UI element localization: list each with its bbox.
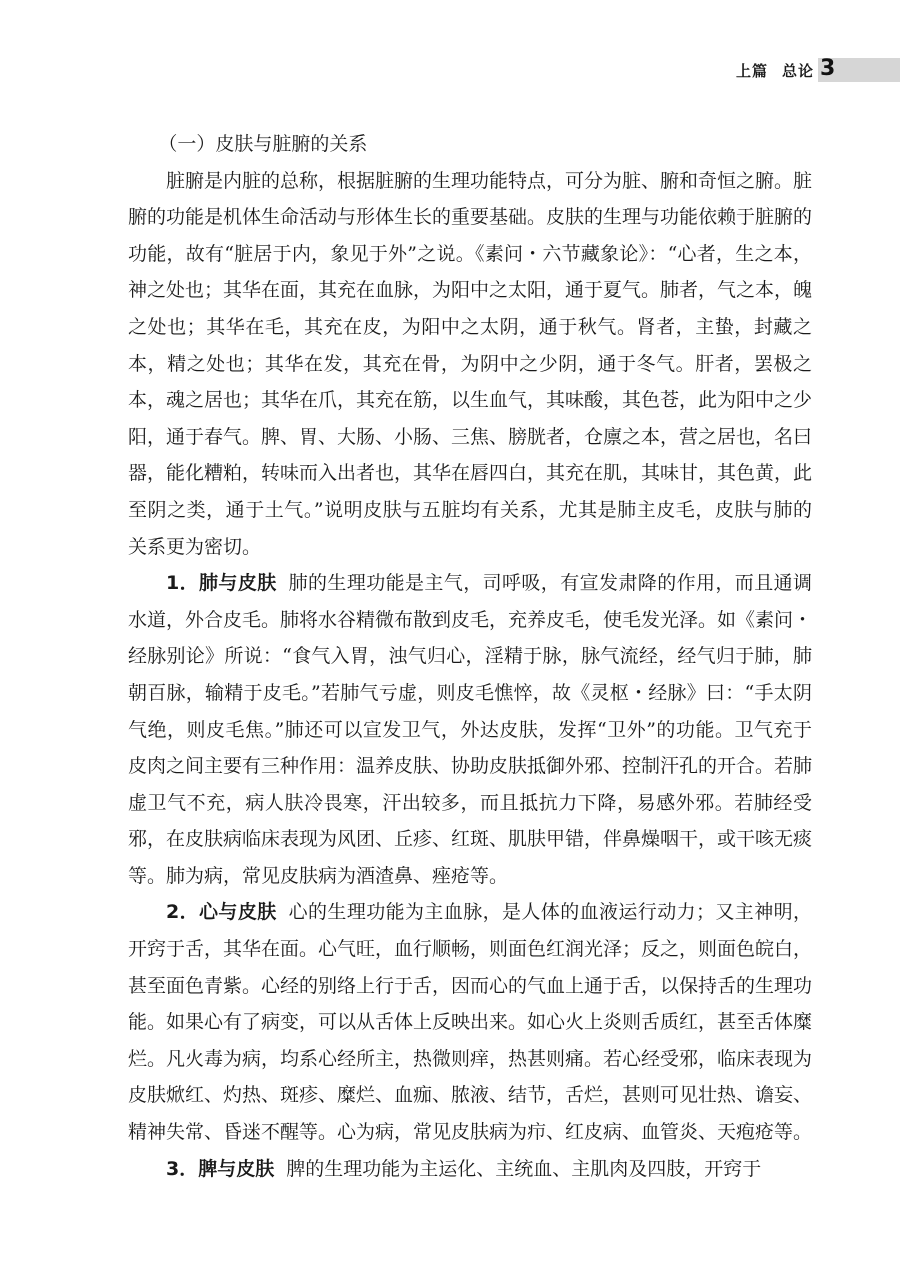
- header-chapter: 总论: [781, 62, 814, 80]
- subsection-text: 脾的生理功能为主运化、主统血、主肌肉及四肢，开窍于: [286, 1157, 762, 1180]
- intro-paragraph: 脏腑是内脏的总称，根据脏腑的生理功能特点，可分为脏、腑和奇恒之腑。脏腑的功能是机体生命活动与形体生长的重要基础。皮肤的生理与功能依赖于脏腑的功能，故有“脏居于内，象见于外”之说。《素问・六节藏象论》：“心者，生之本，神之处也；其华在面，其充在血脉，为阳中之太阳，通于夏气。肺者，气之本，魄之处也；其华在毛，其充在皮，为阳中之太阴，通于秋气。肾者，主蛰，封藏之本，精之处也；其华在发，其充在骨，为阴中之少阴，通于冬气。肝者，罢极之本，魂之居也；其华在爪，其充在筋，以生血气，其味酸，其色苍，此为阳中之少阳，通于春气。脾、胃、大肠、小肠、三焦、膀胱者，仓廪之本，营之居也，名曰器，能化糟粕，转味而入出者也，其华在唇四白，其充在肌，其味甘，其色黄，此至阴之类，通于土气。”说明皮肤与五脏均有关系，尤其是肺主皮毛，皮肤与肺的关系更为密切。: [128, 169, 813, 558]
- subsection-text: 肺的生理功能是主气，司呼吸，有宣发肃降的作用，而且通调水道，外合皮毛。肺将水谷精微布散到皮毛，充养皮毛，使毛发光泽。如《素问・经脉别论》所说：“食气入胃，浊气归心，淫精于脉，脉气流经，经气归于肺，肺朝百脉，输精于皮毛。”若肺气亏虚，则皮毛憔悴，故《灵枢・经脉》曰：“手太阴气绝，则皮毛焦。”肺还可以宣发卫气，外达皮肤，发挥“卫外”的功能。卫气充于皮肉之间主要有三种作用：温养皮肤、协助皮肤抵御外邪、控制汗孔的开合。若肺虚卫气不充，病人肤冷畏寒，汗出较多，而且抵抗力下降，易感外邪。若肺经受邪，在皮肤病临床表现为风团、丘疹、红斑、肌肤甲错，伴鼻燥咽干，或干咳无痰等。肺为病，常见皮肤病为酒渣鼻、痤疮等。: [128, 572, 813, 887]
- subsection-text: 心的生理功能为主血脉，是人体的血液运行动力；又主神明，开窍于舌，其华在面。心气旺，血行顺畅，则面色红润光泽；反之，则面色皖白，甚至面色青紫。心经的别络上行于舌，因而心的气血上通于舌，以保持舌的生理功能。如果心有了病变，可以从舌体上反映出来。如心火上炎则舌质红，甚至舌体糜烂。凡火毒为病，均系心经所主，热微则痒，热甚则痛。若心经受邪，临床表现为皮肤焮红、灼热、斑疹、糜烂、血痂、脓液、结节，舌烂，甚则可见壮热、谵妄、精神失常、昏迷不醒等。心为病，常见皮肤病为疖、红皮病、血管炎、天疱疮等。: [128, 901, 813, 1144]
- page-number: 3: [820, 56, 836, 81]
- subsection-title: 2．心与皮肤: [166, 901, 277, 924]
- page-number-tab: [818, 58, 900, 82]
- subsection-title: 1．肺与皮肤: [166, 572, 277, 595]
- subsection-spleen: [128, 1151, 812, 1188]
- section-heading: （一）皮肤与脏腑的关系: [158, 133, 368, 155]
- subsection-lung: [128, 565, 812, 894]
- subsection-heart: [128, 894, 812, 1150]
- header-part: 上篇: [735, 62, 768, 80]
- running-header-label: [722, 60, 814, 81]
- running-header: [0, 58, 900, 84]
- subsection-title: 3．脾与皮肤: [166, 1157, 275, 1180]
- page-body: [128, 126, 812, 1187]
